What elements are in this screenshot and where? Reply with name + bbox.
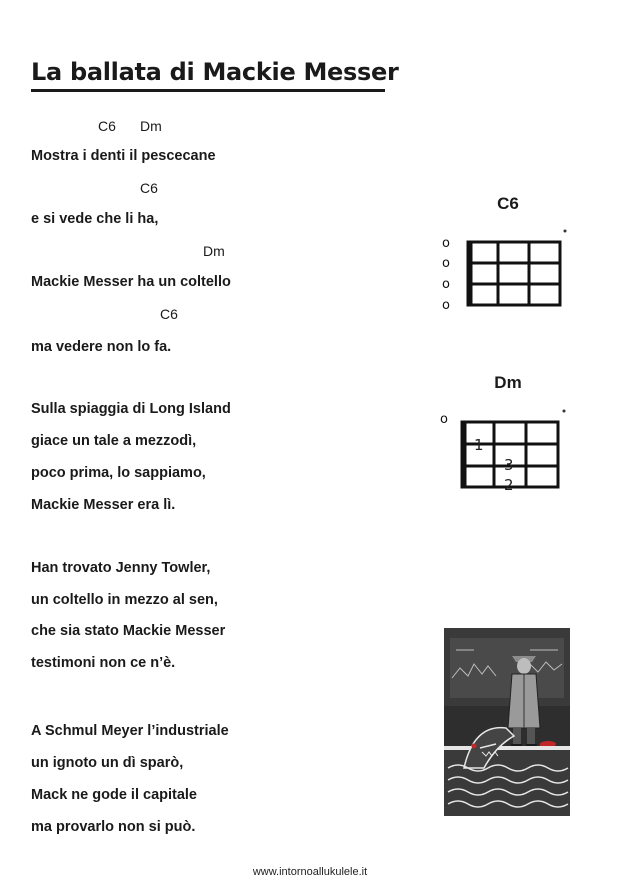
chord-label: C6 bbox=[140, 180, 158, 196]
decorative-dot bbox=[563, 410, 566, 413]
lyric-line: Mack ne gode il capitale bbox=[31, 787, 197, 803]
lyric-line: un ignoto un dì sparò, bbox=[31, 755, 184, 771]
chord-label: Dm bbox=[140, 118, 162, 134]
lyric-line: un coltello in mezzo al sen, bbox=[31, 592, 218, 608]
finger-label: 2 bbox=[504, 476, 514, 494]
fretboard-grid bbox=[436, 408, 576, 498]
open-string-mark: o bbox=[440, 412, 448, 427]
chord-diagram-dm bbox=[436, 408, 576, 498]
lyric-line: testimoni non ce n’è. bbox=[31, 655, 176, 671]
finger-label: 3 bbox=[504, 456, 514, 474]
lyric-line: ma provarlo non si può. bbox=[31, 819, 196, 835]
lyric-line: Mackie Messer ha un coltello bbox=[31, 274, 231, 290]
lyric-line: Mostra i denti il pescecane bbox=[31, 148, 216, 164]
decorative-dot bbox=[564, 230, 567, 233]
mackie-messer-illustration bbox=[444, 628, 570, 816]
lyric-line: poco prima, lo sappiamo, bbox=[31, 465, 206, 481]
chord-label: Dm bbox=[203, 243, 225, 259]
open-string-mark: o bbox=[442, 256, 450, 271]
open-string-mark: o bbox=[442, 236, 450, 251]
chord-diagram-title: C6 bbox=[497, 194, 519, 213]
fretboard-grid bbox=[436, 228, 576, 318]
chord-label: C6 bbox=[160, 306, 178, 322]
lyric-line: giace un tale a mezzodì, bbox=[31, 433, 197, 449]
lyric-line: A Schmul Meyer l’industriale bbox=[31, 723, 229, 739]
chord-diagram-c6 bbox=[436, 228, 576, 318]
song-title: La ballata di Mackie Messer bbox=[31, 58, 399, 86]
lyric-line: Sulla spiaggia di Long Island bbox=[31, 401, 231, 417]
title-underline bbox=[31, 89, 385, 92]
open-string-mark: o bbox=[442, 298, 450, 313]
lyric-line: Mackie Messer era lì. bbox=[31, 497, 176, 513]
lyric-line: e si vede che li ha, bbox=[31, 211, 159, 227]
lyric-line: ma vedere non lo fa. bbox=[31, 339, 172, 355]
chord-label: C6 bbox=[98, 118, 116, 134]
lyric-line: Han trovato Jenny Towler, bbox=[31, 560, 211, 576]
footer-website: www.intornoallukulele.it bbox=[252, 866, 368, 878]
open-string-mark: o bbox=[442, 277, 450, 292]
lyric-line: che sia stato Mackie Messer bbox=[31, 623, 226, 639]
chord-diagram-title: Dm bbox=[494, 373, 522, 392]
finger-label: 1 bbox=[474, 436, 484, 454]
